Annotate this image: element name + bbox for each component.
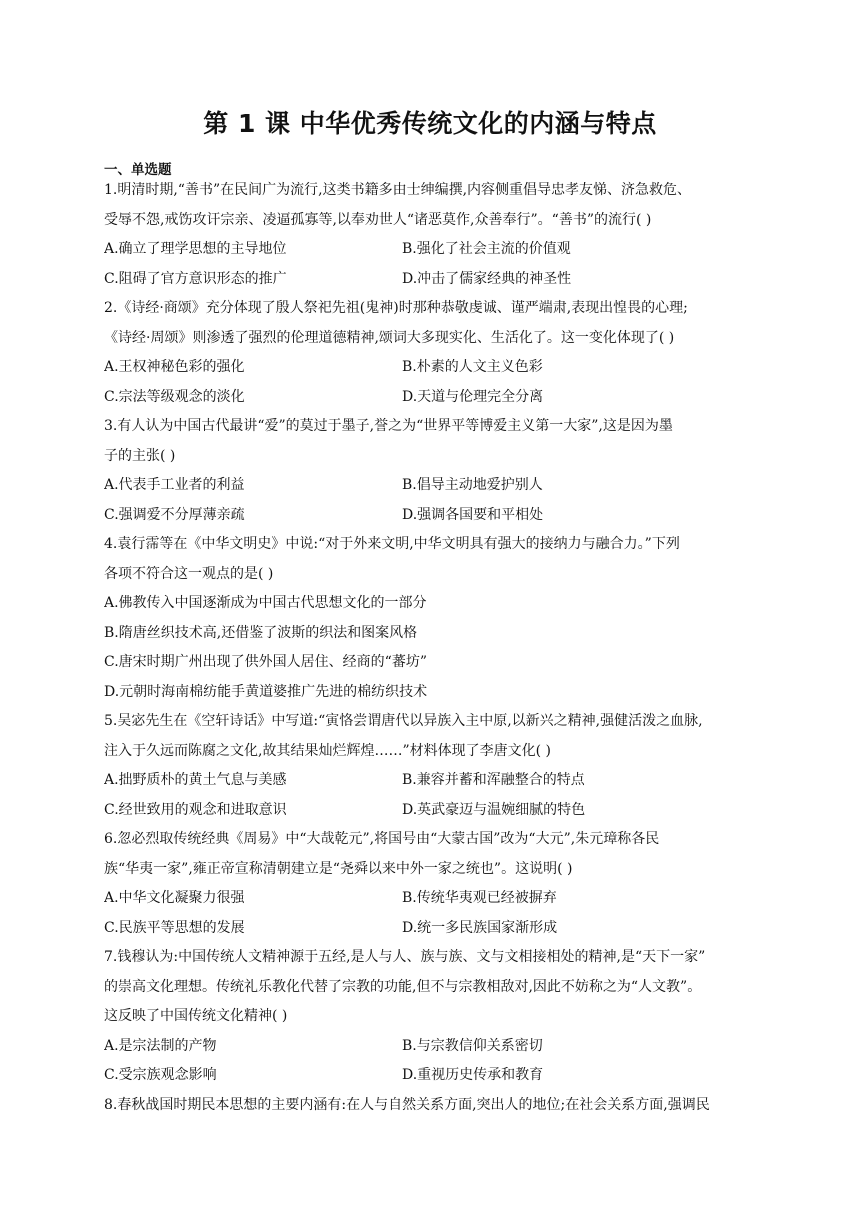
answer-option[interactable]: C.受宗族观念影响 (104, 1067, 217, 1083)
answer-option[interactable]: B.兼容并蓄和浑融整合的特点 (402, 772, 585, 788)
option-row (104, 914, 762, 944)
question-stem-line: 2.《诗经·商颂》充分体现了殷人祭祀先祖(鬼神)时那种恭敬虔诚、谨严端肃,表现出惶畏的心理; (104, 300, 688, 316)
answer-option[interactable]: B.朴素的人文主义色彩 (402, 359, 543, 375)
answer-option[interactable]: B.倡导主动地爱护别人 (402, 477, 543, 493)
answer-option[interactable]: A.是宗法制的产物 (104, 1037, 217, 1054)
option-row (104, 383, 762, 413)
answer-option[interactable]: C.宗法等级观念的淡化 (104, 388, 245, 405)
answer-option[interactable]: A.拙野质朴的黄土气息与美感 (104, 772, 287, 788)
answer-option[interactable]: C.阻碍了官方意识形态的推广 (104, 270, 287, 287)
option-row (104, 884, 762, 914)
question-stem-line: 4.袁行霈等在《中华文明史》中说:“对于外来文明,中华文明具有强大的接纳力与融合力。”下列 (104, 536, 680, 552)
question-stem-line: 各项不符合这一观点的是( ) (104, 565, 274, 582)
section-heading: 一、单选题 (104, 162, 172, 178)
option-row (104, 235, 762, 265)
option-row (104, 471, 762, 501)
question-7 (104, 943, 762, 1091)
answer-option[interactable]: B.隋唐丝织技术高,还借鉴了波斯的织法和图案风格 (104, 624, 418, 641)
answer-option[interactable]: C.民族平等思想的发展 (104, 919, 245, 936)
answer-option[interactable]: D.天道与伦理完全分离 (402, 388, 544, 405)
option-row (104, 796, 762, 826)
answer-option[interactable]: D.冲击了儒家经典的神圣性 (402, 270, 572, 287)
answer-option[interactable]: A.代表手工业者的利益 (104, 477, 245, 493)
question-stem-line: 这反映了中国传统文化精神( ) (104, 1008, 288, 1024)
answer-option[interactable]: C.经世致用的观念和进取意识 (104, 801, 287, 818)
option-row (104, 353, 762, 383)
question-stem-line: 受辱不怨,戒饬攻讦宗亲、凌逼孤寡等,以奉劝世人“诸恶莫作,众善奉行”。“善书”的流行( ) (104, 211, 652, 228)
answer-option[interactable]: B.与宗教信仰关系密切 (402, 1037, 543, 1054)
answer-option[interactable]: D.元朝时海南棉纺能手黄道婆推广先进的棉纺织技术 (104, 683, 428, 700)
answer-option[interactable]: D.重视历史传承和教育 (402, 1067, 544, 1083)
answer-option[interactable]: B.传统华夷观已经被摒弃 (402, 890, 557, 906)
option-row (104, 501, 762, 531)
answer-option[interactable]: A.佛教传入中国逐渐成为中国古代思想文化的一部分 (104, 595, 427, 611)
question-stem-line: 族“华夷一家”,雍正帝宣称清朝建立是“尧舜以来中外一家之统也”。这说明( ) (104, 860, 573, 877)
question-stem-line: 7.钱穆认为:中国传统人文精神源于五经,是人与人、族与族、文与文相接相处的精神,是“天下一家” (104, 949, 706, 965)
answer-option[interactable]: B.强化了社会主流的价值观 (402, 241, 571, 257)
answer-option[interactable]: A.王权神秘色彩的强化 (104, 359, 245, 375)
question-stem-line: 6.忽必烈取传统经典《周易》中“大哉乾元”,将国号由“大蒙古国”改为“大元”,朱元璋称各民 (104, 831, 660, 847)
answer-option[interactable]: A.确立了理学思想的主导地位 (104, 241, 287, 257)
question-stem-line: 的崇高文化理想。传统礼乐教化代替了宗教的功能,但不与宗教相敌对,因此不妨称之为“人文教”。 (104, 978, 702, 995)
question-stem-line: 《诗经·周颂》则渗透了强烈的伦理道德精神,颂词大多现实化、生活化了。这一变化体现了( ) (104, 329, 675, 346)
question-stem-line: 8.春秋战国时期民本思想的主要内涵有:在人与自然关系方面,突出人的地位;在社会关系方面,强调民 (104, 1096, 710, 1113)
question-4 (104, 530, 762, 707)
question-stem-line: 注入于久远而陈腐之文化,故其结果灿烂辉煌……”材料体现了李唐文化( ) (104, 742, 551, 759)
question-stem-line: 3.有人认为中国古代最讲“爱”的莫过于墨子,誉之为“世界平等博爱主义第一大家”,这是因为墨 (104, 418, 673, 434)
question-2 (104, 294, 762, 412)
option-row (104, 1061, 762, 1091)
question-list (104, 176, 762, 1120)
question-stem-line: 1.明清时期,“善书”在民间广为流行,这类书籍多由士绅编撰,内容侧重倡导忠孝友悌、济急救危、 (104, 182, 692, 198)
answer-option[interactable]: D.英武豪迈与温婉细腻的特色 (402, 801, 586, 818)
question-stem-line: 5.吴宓先生在《空轩诗话》中写道:“寅恪尝谓唐代以异族入主中原,以新兴之精神,强健活泼之血脉, (104, 713, 703, 729)
question-6 (104, 825, 762, 943)
answer-option[interactable]: D.强调各国要和平相处 (402, 506, 544, 523)
option-row (104, 766, 762, 796)
answer-option[interactable]: D.统一多民族国家渐形成 (402, 919, 558, 936)
option-row (104, 1032, 762, 1062)
answer-option[interactable]: C.唐宋时期广州出现了供外国人居住、经商的“蕃坊” (104, 654, 427, 670)
question-8 (104, 1091, 762, 1121)
question-stem-line: 子的主张( ) (104, 447, 176, 464)
answer-option[interactable]: C.强调爱不分厚薄亲疏 (104, 506, 245, 523)
answer-option[interactable]: A.中华文化凝聚力很强 (104, 890, 245, 906)
lesson-title: 第 1 课 中华优秀传统文化的内涵与特点 (203, 109, 657, 138)
option-row (104, 265, 762, 295)
question-5 (104, 707, 762, 825)
question-1 (104, 176, 762, 294)
question-3 (104, 412, 762, 530)
